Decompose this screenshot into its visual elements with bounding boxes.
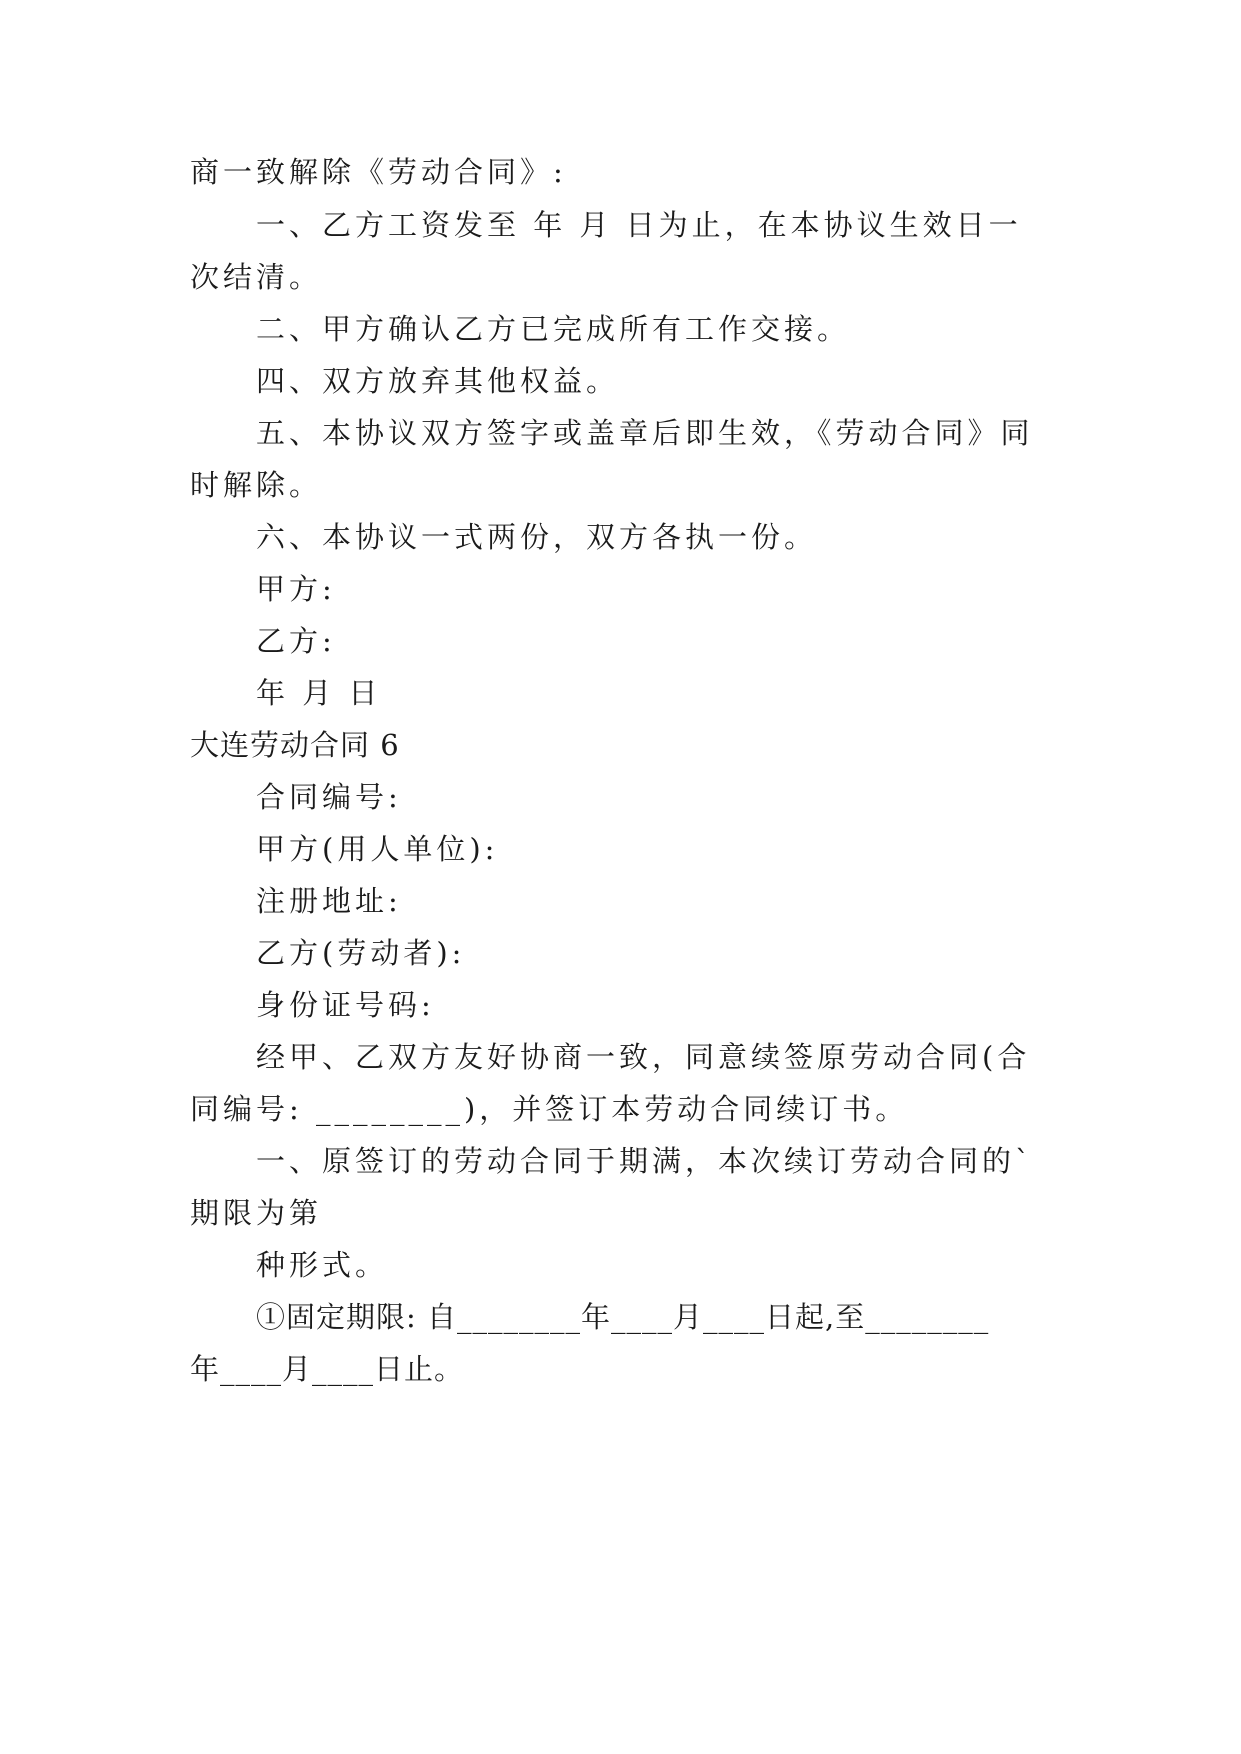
text-line: 六、本协议一式两份，双方各执一份。 (256, 520, 818, 554)
text-line: 四、双方放弃其他权益。 (256, 364, 620, 398)
text-line: ①固定期限: 自________年____月____日起,至________ (256, 1300, 990, 1334)
text-line: 一、乙方工资发至 年 月 日为止，在本协议生效日一 (256, 208, 1022, 242)
section-heading: 大连劳动合同 6 (190, 728, 400, 762)
text-line: 次结清。 (190, 260, 323, 294)
text-line: 甲方: (256, 572, 336, 606)
text-line: 五、本协议双方签字或盖章后即生效，《劳动合同》同 (256, 416, 1034, 450)
text-line: 合同编号: (256, 780, 402, 814)
text-line: 身份证号码: (256, 988, 435, 1022)
text-line: 注册地址: (256, 884, 402, 918)
text-line: 时解除。 (190, 468, 323, 502)
text-line: 甲方(用人单位): (256, 832, 499, 866)
text-line: 年____月____日止。 (190, 1352, 465, 1386)
text-line: 商一致解除《劳动合同》: (190, 155, 567, 189)
text-line: 期限为第 (190, 1196, 323, 1230)
text-line: 乙方: (256, 624, 336, 658)
text-line: 一、原签订的劳动合同于期满，本次续订劳动合同的` (256, 1144, 1034, 1178)
text-line: 经甲、乙双方友好协商一致，同意续签原劳动合同(合 (256, 1040, 1031, 1074)
text-line: 年 月 日 (256, 676, 382, 710)
text-line: 种形式。 (256, 1248, 389, 1282)
text-line: 同编号: ________)，并签订本劳动合同续订书。 (190, 1092, 909, 1126)
text-line: 乙方(劳动者): (256, 936, 466, 970)
text-line: 二、甲方确认乙方已完成所有工作交接。 (256, 312, 851, 346)
